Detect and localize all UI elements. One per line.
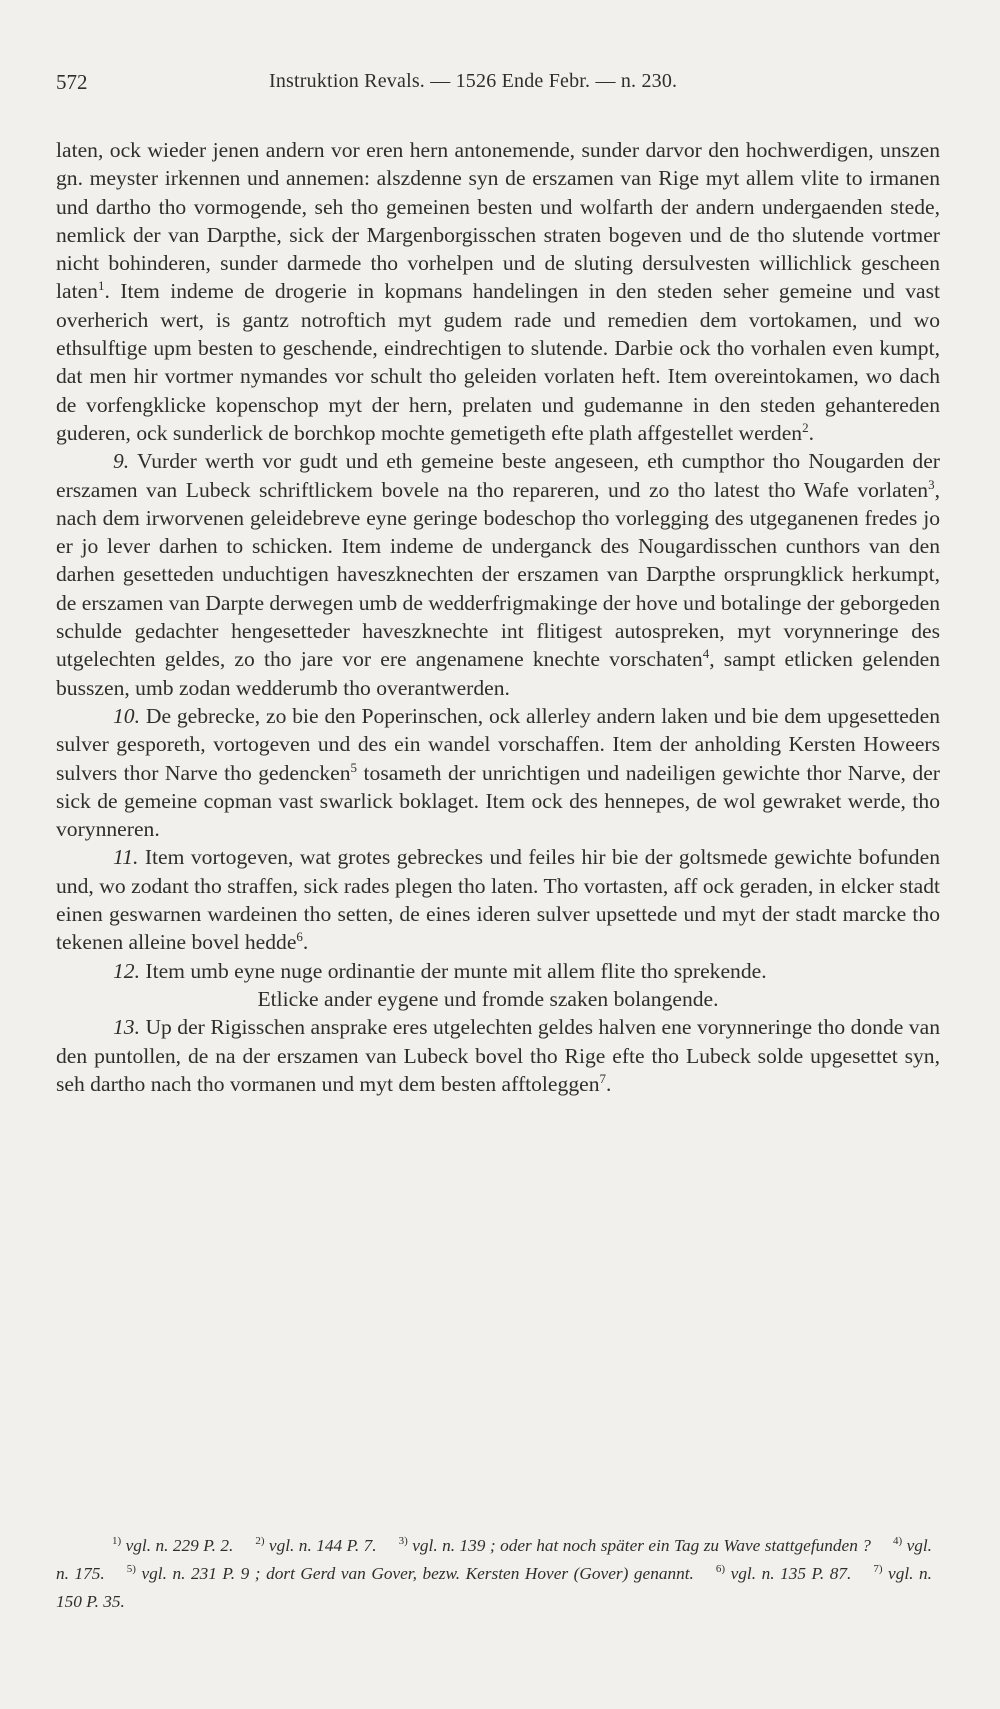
- paragraph-number: 11.: [113, 845, 139, 870]
- footnote: [399, 1536, 871, 1555]
- footnote-reference: 4: [702, 646, 710, 662]
- text-run: Item vortogeven, wat grotes gebreckes und feiles hir bie der goltsmede gewichte bofunden und, wo zodant tho straffen, sick rades plegen tho laten. Tho vortasten, aff ock geraden, in elcker stadt einen geswarnen wardeinen tho setten, de eines ideren sulver upsettede und myt der stadt marcke tho tekenen alleine bovel hedde: [56, 845, 940, 955]
- body-paragraph: [56, 447, 940, 702]
- footnote-reference: 7: [599, 1070, 606, 1086]
- footnote-mark-paren: ): [260, 1535, 265, 1548]
- text-run: Up der Rigisschen ansprake eres utgelechten geldes halven ene vorynneringe tho donde van den puntollen, de na der erszamen van Lubeck bovel tho Rige efte tho Lubeck solde upgesettet syn, seh dartho nach tho vormanen und myt dem besten afftoleggen: [56, 1015, 940, 1096]
- footnote-mark: 3: [398, 1535, 405, 1548]
- page-number: 572: [56, 70, 88, 94]
- footnote: [56, 1536, 233, 1555]
- footnote-mark: 1: [112, 1535, 118, 1548]
- footnote-mark: 7: [873, 1563, 879, 1576]
- footnote-mark-paren: ): [132, 1563, 136, 1576]
- text-run: .: [606, 1071, 612, 1096]
- text-run: Vurder werth vor gudt und eth gemeine beste angeseen, eth cumpthor tho Nougarden der erszamen van Lubeck schriftlickem bovele na tho repareren, und zo tho latest tho Wafe vorlaten: [56, 449, 940, 502]
- footnote-reference: 2: [802, 419, 809, 435]
- text-run: . Item indeme de drogerie in kopmans handelingen in den steden seher gemeine und vast overherich wert, is gantz notroftich myt gudem rade und remedien dem vortokamen, und wo ethsulftige upm besten to geschende, eindrechtigen to slutende. Darbie ock tho vorhalen even kumpt, dat men hir vortmer nymandes vor schult tho geleiden vorlaten heft. Item overeintokamen, wo dach de vorfengklicke kopenschop myt der hern, prelaten und gudemanne in den steden gehantereden guderen, ock sunderlick de borchkop mochte gemetigeth efte plath affgestellet werden: [56, 279, 940, 445]
- footnote-mark: 2: [255, 1535, 261, 1548]
- footnote-reference: 1: [97, 278, 105, 294]
- text-run: , sampt etlicken gelenden busszen, umb zodan wedderumb tho overantwerden.: [56, 647, 941, 700]
- footnote-mark-paren: ): [898, 1535, 903, 1548]
- footnote: [716, 1564, 851, 1583]
- text-run: , nach dem irworvenen geleidebreve eyne geringe bodeschop tho vorlegging des utgeganenen fredes jo er jo lever darhen to schicken. Item indeme de underganck des Nougardisschen cunthors van den darhen gesetteden unduchtigen haveszknechten der erszamen van Darpthe orsprungklick herkumpt, de erszamen van Darpte derwegen umb de wedderfrigmakinge der hove und botalinge der geborgeden schulde gedachter hengesetteder haveszknechte int flitigest autospreken, myt vorynneringe des utgelechten geldes, zo tho jare vor ere angenamene knechte vorschaten: [56, 477, 940, 672]
- footnote-text: vgl. n. 150 P. 35.: [56, 1564, 932, 1611]
- footnote-text: vgl. n. 231 P. 9 ; dort Gerd van Gover, bezw. Kersten Hover (Gover) genannt.: [135, 1564, 694, 1583]
- header-title: Instruktion Revals. — 1526 Ende Febr. — n. 230.: [269, 70, 678, 92]
- body-paragraph: [56, 702, 940, 843]
- footnote-text: vgl. n. 175.: [56, 1536, 932, 1583]
- body-paragraph: [56, 957, 940, 985]
- paragraph-number: 10.: [113, 703, 140, 728]
- text-run: .: [808, 420, 815, 445]
- paragraph-number: 13.: [113, 1015, 140, 1040]
- text-run: Item umb eyne nuge ordinantie der munte mit allem flite tho sprekende.: [145, 958, 767, 983]
- text-run: laten, ock wieder jenen andern vor eren hern antonemende, sunder darvor den hochwerdigen, unszen gn. meyster irkennen und annemen: alszdenne syn de erszamen van Rige myt allem vlite to irmanen und dartho tho vormogende, seh tho gemeinen besten und wolfarth der andern undergaenden stede, nemlick der van Darpthe, sick der Margenborgisschen straten bogeven und de tho slutende vortmer nicht bohinderen, sunder darmede tho vorhelpen und de sluting dersulvesten willichlick gescheen laten: [56, 138, 940, 304]
- running-head: [56, 70, 940, 106]
- body-paragraph: [56, 1013, 940, 1098]
- section-heading: Etlicke ander eygene und fromde szaken bolangende.: [257, 986, 719, 1011]
- footnote-text: vgl. n. 139 ; oder hat noch später ein Tag zu Wave stattgefunden ?: [407, 1536, 871, 1555]
- footnote-reference: 5: [350, 759, 358, 775]
- paragraph-number: 9.: [113, 449, 130, 474]
- footnote-text: vgl. n. 135 P. 87.: [725, 1564, 852, 1583]
- body-paragraph: [56, 136, 940, 447]
- footnote-reference: 3: [928, 476, 935, 492]
- footnote-mark-paren: ): [117, 1535, 122, 1548]
- footnote: [127, 1564, 694, 1583]
- footnote: [255, 1536, 376, 1555]
- footnote-mark-paren: ): [721, 1563, 726, 1576]
- paragraph-number: 12.: [113, 958, 140, 983]
- footnote-mark: 6: [715, 1563, 722, 1576]
- footnote-mark-paren: ): [404, 1535, 408, 1548]
- footnote-mark: 5: [126, 1563, 133, 1576]
- text-run: .: [302, 930, 309, 955]
- footnote-mark-paren: ): [878, 1563, 883, 1576]
- body-paragraph: [56, 843, 940, 956]
- text-run: tosameth der unrichtigen und nadeiligen gewichte thor Narve, der sick de gemeine copman vast swarlick boklaget. Item ock des hennepes, de wol gewraket werde, tho vorynneren.: [56, 760, 940, 842]
- footnote-text: vgl. n. 144 P. 7.: [264, 1536, 377, 1555]
- footnote-text: vgl. n. 229 P. 2.: [121, 1536, 234, 1555]
- body-text: [56, 136, 940, 1098]
- footnote-mark: 4: [892, 1535, 899, 1548]
- footnote-reference: 6: [296, 929, 303, 945]
- text-run: De gebrecke, zo bie den Poperinschen, ock allerley andern laken und bie dem upgesetteden sulver gesporeth, vortogeven und des ein wandel vorschaffen. Item der anholding Kersten Howeers sulvers thor Narve tho gedencken: [56, 703, 940, 785]
- footnotes: [56, 1532, 932, 1616]
